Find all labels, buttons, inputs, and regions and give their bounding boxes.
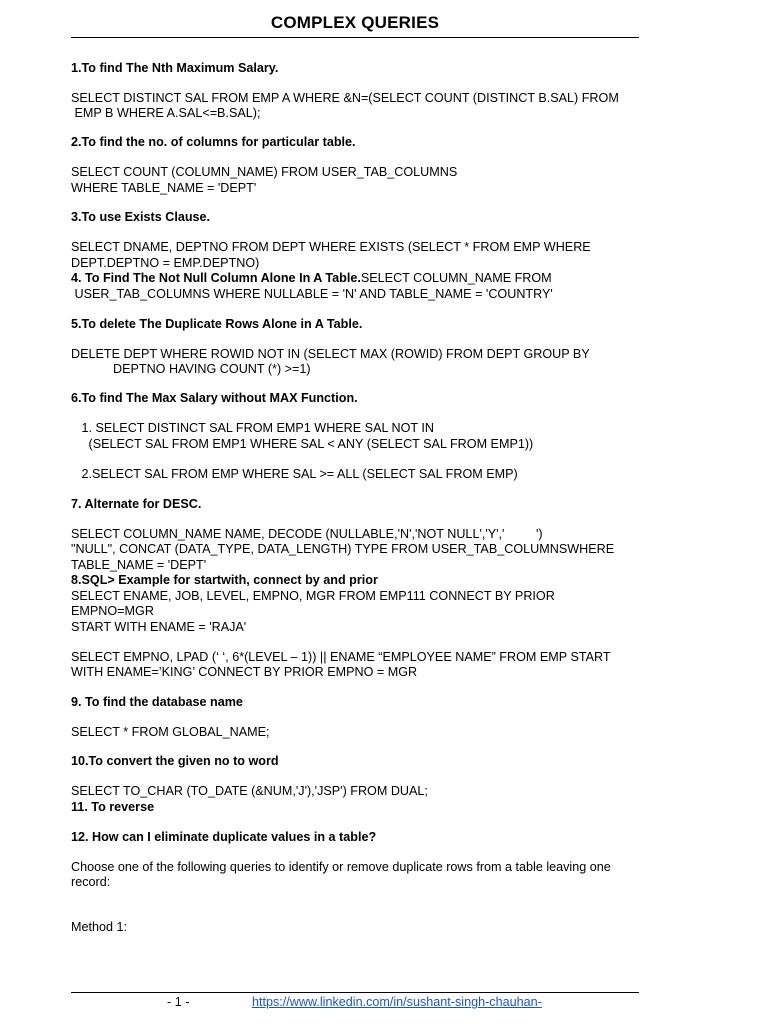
query-line: DEPT.DEPTNO = EMP.DEPTNO) bbox=[71, 256, 260, 270]
body-text: record: bbox=[71, 875, 111, 889]
query-line: DELETE DEPT WHERE ROWID NOT IN (SELECT MAX (ROWID) FROM DEPT GROUP BY bbox=[71, 347, 590, 361]
footer-link[interactable]: https://www.linkedin.com/in/sushant-singh-chauhan- bbox=[252, 995, 542, 1009]
query-line: "NULL", CONCAT (DATA_TYPE, DATA_LENGTH) TYPE FROM USER_TAB_COLUMNSWHERE bbox=[71, 542, 615, 556]
heading-alternate-desc: 7. Alternate for DESC. bbox=[71, 497, 202, 511]
query-line: (SELECT SAL FROM EMP1 WHERE SAL < ANY (SELECT SAL FROM EMP1)) bbox=[71, 437, 534, 451]
query-line: SELECT * FROM GLOBAL_NAME; bbox=[71, 725, 270, 739]
body-text: Choose one of the following queries to identify or remove duplicate rows from a table leaving one bbox=[71, 860, 611, 874]
query-line: EMPNO=MGR bbox=[71, 604, 154, 618]
heading-max-without-max: 6.To find The Max Salary without MAX Function. bbox=[71, 391, 358, 405]
heading-text: 4. To Find The Not Null Column Alone In A Table. bbox=[71, 271, 361, 285]
heading-delete-duplicates: 5.To delete The Duplicate Rows Alone in A Table. bbox=[71, 317, 363, 331]
query-line: 1. SELECT DISTINCT SAL FROM EMP1 WHERE SAL NOT IN bbox=[71, 421, 434, 435]
page-title: COMPLEX QUERIES bbox=[270, 13, 440, 32]
query-line: SELECT COLUMN_NAME NAME, DECODE (NULLABLE,'N','NOT NULL','Y',' ') bbox=[71, 527, 543, 541]
heading-nth-max-salary: 1.To find The Nth Maximum Salary. bbox=[71, 61, 279, 75]
heading-database-name: 9. To find the database name bbox=[71, 695, 243, 709]
query-line: SELECT EMPNO, LPAD (‘ ‘, 6*(LEVEL – 1)) || ENAME “EMPLOYEE NAME” FROM EMP START bbox=[71, 650, 611, 664]
query-line: DEPTNO HAVING COUNT (*) >=1) bbox=[71, 362, 311, 376]
query-line: EMP B WHERE A.SAL<=B.SAL); bbox=[71, 106, 261, 120]
page-number: - 1 - bbox=[167, 995, 190, 1009]
title-rule bbox=[71, 37, 639, 38]
query-line: START WITH ENAME = 'RAJA' bbox=[71, 620, 247, 634]
query-text: SELECT COLUMN_NAME FROM bbox=[360, 271, 552, 285]
query-line: USER_TAB_COLUMNS WHERE NULLABLE = 'N' AND TABLE_NAME = 'COUNTRY' bbox=[71, 287, 553, 301]
query-line: SELECT DNAME, DEPTNO FROM DEPT WHERE EXISTS (SELECT * FROM EMP WHERE bbox=[71, 240, 591, 254]
query-line: SELECT TO_CHAR (TO_DATE (&NUM,'J'),'JSP') FROM DUAL; bbox=[71, 784, 428, 798]
heading-exists-clause: 3.To use Exists Clause. bbox=[71, 210, 211, 224]
method-label: Method 1: bbox=[71, 920, 128, 934]
query-line: WITH ENAME=’KING’ CONNECT BY PRIOR EMPNO = MGR bbox=[71, 665, 418, 679]
footer-rule bbox=[71, 992, 639, 993]
query-line: SELECT COUNT (COLUMN_NAME) FROM USER_TAB_COLUMNS bbox=[71, 165, 458, 179]
heading-not-null-column bbox=[71, 271, 552, 286]
heading-count-columns: 2.To find the no. of columns for particular table. bbox=[71, 135, 356, 149]
query-line: SELECT DISTINCT SAL FROM EMP A WHERE &N=(SELECT COUNT (DISTINCT B.SAL) FROM bbox=[71, 91, 619, 105]
heading-number-to-word: 10.To convert the given no to word bbox=[71, 754, 279, 768]
query-line: TABLE_NAME = 'DEPT' bbox=[71, 558, 207, 572]
query-line: SELECT ENAME, JOB, LEVEL, EMPNO, MGR FROM EMP111 CONNECT BY PRIOR bbox=[71, 589, 555, 603]
heading-reverse: 11. To reverse bbox=[71, 800, 155, 814]
heading-connect-by: 8.SQL> Example for startwith, connect by and prior bbox=[71, 573, 378, 587]
query-line: WHERE TABLE_NAME = 'DEPT' bbox=[71, 181, 257, 195]
query-line: 2.SELECT SAL FROM EMP WHERE SAL >= ALL (SELECT SAL FROM EMP) bbox=[71, 467, 518, 481]
heading-eliminate-duplicates: 12. How can I eliminate duplicate values in a table? bbox=[71, 830, 377, 844]
